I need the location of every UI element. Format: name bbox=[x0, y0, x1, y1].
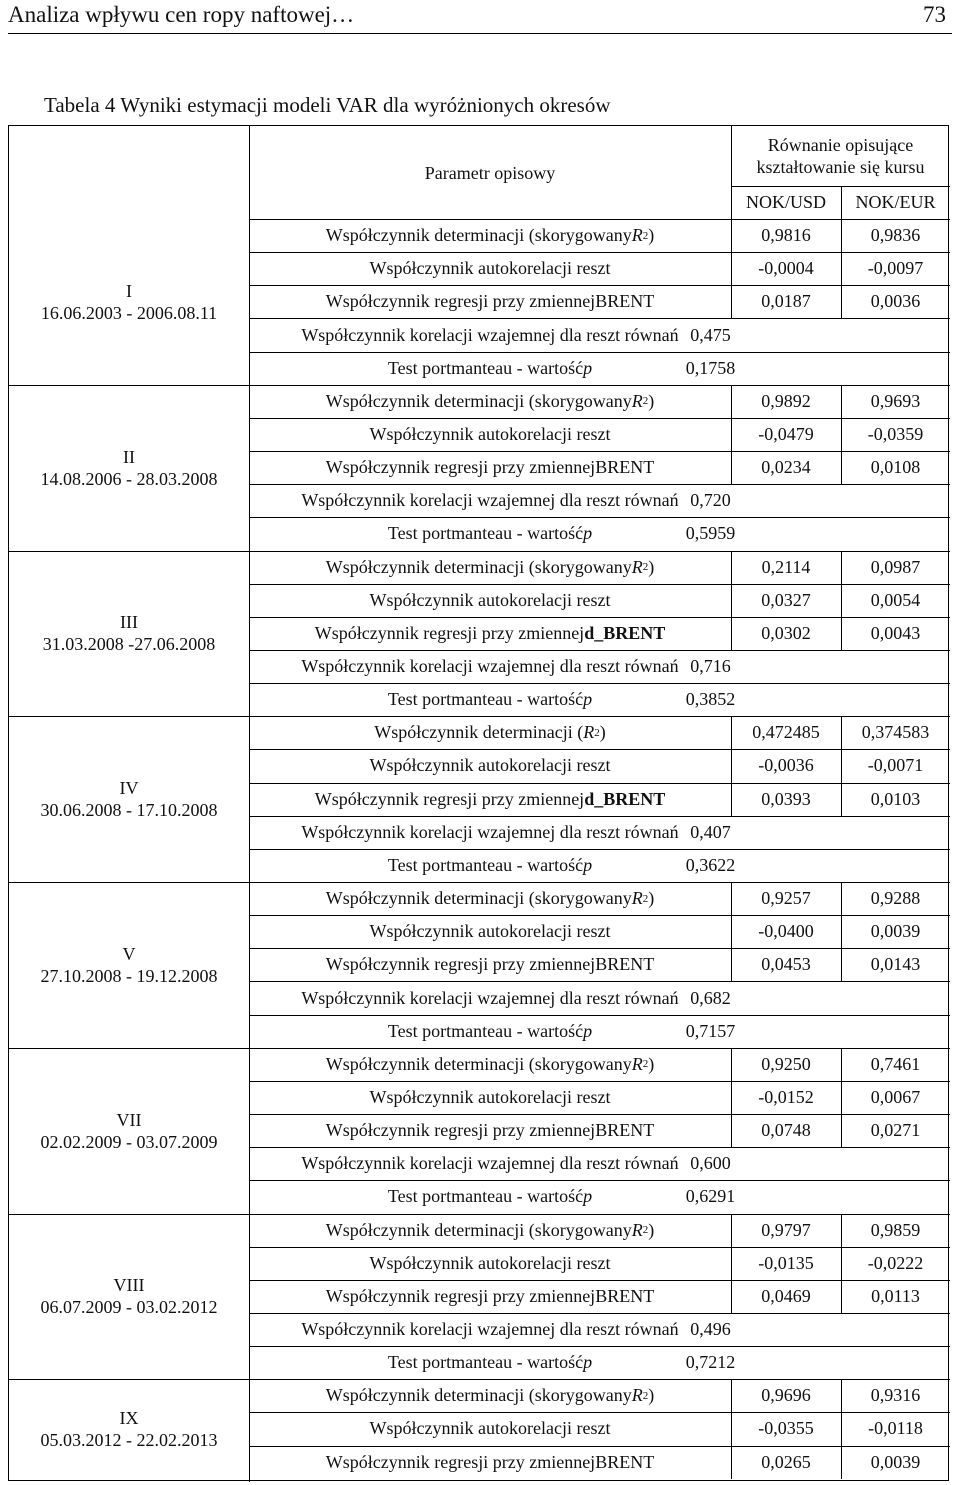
divider-col-eur bbox=[841, 617, 842, 650]
period-label bbox=[9, 882, 249, 1048]
label-p: p bbox=[583, 689, 593, 710]
label-text: Współczynnik autokorelacji reszt bbox=[369, 423, 611, 444]
table-row bbox=[249, 716, 950, 749]
value-nok-usd: 0,9696 bbox=[761, 1385, 811, 1406]
label-variable: d_BRENT bbox=[584, 622, 666, 643]
divider-col-usd bbox=[731, 1114, 732, 1147]
divider-col-eur bbox=[841, 385, 842, 418]
value-nok-eur: 0,0067 bbox=[870, 1086, 921, 1107]
value-merged: 0,1758 bbox=[685, 357, 736, 378]
value-merged: 0,475 bbox=[690, 324, 731, 345]
label-text: Współczynnik autokorelacji reszt bbox=[369, 1418, 611, 1439]
table-row bbox=[249, 1247, 950, 1280]
value-nok-usd: 0,0327 bbox=[761, 589, 811, 610]
divider-col-usd bbox=[731, 385, 732, 418]
label-text: Współczynnik regresji przy zmiennej bbox=[325, 291, 596, 312]
value-nok-usd: 0,9816 bbox=[761, 225, 811, 246]
divider-col-usd bbox=[731, 1446, 732, 1479]
value-nok-eur: 0,9859 bbox=[870, 1219, 921, 1240]
label-text: Współczynnik korelacji wzajemnej dla reszt równań bbox=[301, 821, 679, 842]
divider-col-eur bbox=[841, 551, 842, 584]
value-merged: 0,716 bbox=[690, 656, 731, 676]
param-label bbox=[249, 1081, 731, 1114]
param-label bbox=[249, 1247, 731, 1280]
table-row bbox=[249, 1015, 950, 1048]
label-text: Współczynnik determinacji (skorygowany bbox=[325, 390, 632, 411]
label-close: ) bbox=[648, 225, 655, 246]
value-nok-eur: 0,0054 bbox=[870, 589, 921, 610]
table-row bbox=[249, 683, 950, 716]
label-text: Test portmanteau - wartość bbox=[387, 357, 584, 378]
label-text: Współczynnik korelacji wzajemnej dla reszt równań bbox=[301, 490, 679, 511]
value-nok-eur: 0,9316 bbox=[870, 1385, 921, 1406]
value-nok-eur: 0,9288 bbox=[870, 888, 921, 909]
label-variable: BRENT bbox=[595, 1285, 655, 1306]
label-text: Test portmanteau - wartość bbox=[387, 523, 584, 544]
label-text: Test portmanteau - wartość bbox=[387, 1186, 584, 1207]
period-roman: VII bbox=[116, 1109, 142, 1130]
divider-col-eur bbox=[841, 915, 842, 948]
param-label: Współczynnik determinacji (skorygowany R 2 ) bbox=[325, 1053, 655, 1074]
table-row bbox=[249, 1412, 950, 1445]
divider-col-eur bbox=[841, 584, 842, 617]
divider-col-eur bbox=[841, 1114, 842, 1147]
value-nok-eur: 0,0039 bbox=[870, 921, 921, 942]
value-nok-eur: -0,0222 bbox=[867, 1252, 924, 1273]
value-nok-eur: -0,0071 bbox=[867, 755, 924, 776]
period-dates: 27.10.2008 - 19.12.2008 bbox=[40, 965, 218, 986]
param-label bbox=[249, 1280, 731, 1313]
value-nok-eur: 0,0039 bbox=[870, 1451, 921, 1472]
divider-col-eur bbox=[841, 219, 842, 252]
label-r: R bbox=[631, 556, 643, 577]
divider-col-eur bbox=[841, 1048, 842, 1081]
period-label bbox=[9, 1214, 249, 1380]
divider-col-eur bbox=[841, 1280, 842, 1313]
divider-col-usd bbox=[731, 418, 732, 451]
label-text: Test portmanteau - wartość bbox=[387, 1020, 584, 1041]
param-label: Współczynnik determinacji (skorygowany R 2 ) bbox=[325, 888, 655, 909]
param-header-label: Parametr opisowy bbox=[424, 162, 556, 183]
value-nok-eur: 0,9693 bbox=[870, 390, 921, 411]
label-text: Współczynnik regresji przy zmiennej bbox=[325, 1285, 596, 1306]
value-nok-usd: 0,0453 bbox=[761, 954, 811, 975]
divider-col-usd bbox=[731, 1412, 732, 1445]
param-label: Współczynnik determinacji (skorygowany R 2 ) bbox=[325, 390, 655, 411]
label-text: Współczynnik determinacji (skorygowany bbox=[325, 225, 632, 246]
label-text: Współczynnik regresji przy zmiennej bbox=[325, 954, 596, 975]
period-label bbox=[9, 385, 249, 551]
value-nok-usd: 0,0469 bbox=[761, 1285, 811, 1306]
value-nok-eur: 0,0143 bbox=[870, 954, 921, 975]
value-nok-eur: 0,0036 bbox=[870, 291, 921, 312]
table-row bbox=[249, 981, 950, 1014]
divider-col-eur bbox=[841, 1247, 842, 1280]
divider-col-eur bbox=[841, 1214, 842, 1247]
label-close: ) bbox=[648, 556, 655, 577]
divider-header-cols bbox=[841, 186, 842, 219]
divider-col-eur bbox=[841, 1379, 842, 1412]
value-nok-eur: 0,0271 bbox=[870, 1120, 921, 1141]
table-row bbox=[249, 849, 950, 882]
value-nok-usd: 0,0302 bbox=[761, 622, 811, 643]
label-text: Współczynnik autokorelacji reszt bbox=[369, 589, 611, 610]
table-row bbox=[249, 1214, 950, 1247]
label-text: Współczynnik autokorelacji reszt bbox=[369, 1086, 611, 1107]
value-nok-eur: -0,0359 bbox=[867, 423, 924, 444]
period-dates: 31.03.2008 -27.06.2008 bbox=[42, 634, 216, 655]
table-row bbox=[249, 1446, 950, 1479]
label-r: R bbox=[631, 390, 643, 411]
label-text: Współczynnik regresji przy zmiennej bbox=[325, 1120, 596, 1141]
label-text: Test portmanteau - wartość bbox=[387, 689, 584, 710]
label-text: Test portmanteau - wartość bbox=[387, 854, 584, 875]
label-p: p bbox=[583, 357, 593, 378]
value-nok-eur: 0,0108 bbox=[870, 457, 921, 478]
param-label bbox=[249, 252, 731, 285]
divider-col-eur bbox=[841, 252, 842, 285]
divider-col-usd bbox=[731, 219, 732, 252]
divider-col-usd bbox=[731, 1048, 732, 1081]
divider-col-usd bbox=[731, 252, 732, 285]
divider-col-usd bbox=[731, 1081, 732, 1114]
label-close: ) bbox=[599, 722, 606, 743]
running-header bbox=[8, 0, 952, 34]
table-row bbox=[249, 285, 950, 318]
param-header bbox=[249, 126, 731, 219]
table-row bbox=[249, 451, 950, 484]
table-row bbox=[249, 948, 950, 981]
table-row bbox=[249, 1081, 950, 1114]
label-variable: BRENT bbox=[595, 457, 655, 478]
label-close: ) bbox=[648, 1053, 655, 1074]
label-close: ) bbox=[648, 1385, 655, 1406]
param-label bbox=[249, 783, 731, 816]
divider-col-usd bbox=[731, 451, 732, 484]
param-label bbox=[249, 948, 731, 981]
period-dates: 02.02.2009 - 03.07.2009 bbox=[40, 1131, 218, 1152]
value-nok-eur: 0,0987 bbox=[870, 556, 921, 577]
table-row bbox=[249, 551, 950, 584]
table-row bbox=[249, 783, 950, 816]
divider-col-usd bbox=[731, 1247, 732, 1280]
value-nok-eur: -0,0118 bbox=[868, 1418, 923, 1439]
period-dates: 14.08.2006 - 28.03.2008 bbox=[40, 468, 218, 489]
label-close: ) bbox=[648, 888, 655, 909]
value-merged: 0,7212 bbox=[685, 1352, 736, 1373]
label-text: Współczynnik determinacji (skorygowany bbox=[325, 1385, 632, 1406]
label-text: Współczynnik regresji przy zmiennej bbox=[325, 1451, 596, 1472]
value-merged: 0,682 bbox=[690, 987, 731, 1008]
table-row bbox=[249, 915, 950, 948]
table-row bbox=[249, 749, 950, 782]
value-nok-usd: 0,0187 bbox=[761, 291, 811, 312]
label-variable: BRENT bbox=[595, 291, 655, 312]
table-row bbox=[249, 584, 950, 617]
value-nok-usd: 0,9257 bbox=[761, 888, 811, 909]
value-nok-usd: -0,0036 bbox=[758, 755, 814, 776]
table-row bbox=[249, 1048, 950, 1081]
divider-col-eur bbox=[841, 451, 842, 484]
period-roman: V bbox=[122, 943, 136, 964]
divider-col-eur bbox=[841, 418, 842, 451]
label-text: Współczynnik korelacji wzajemnej dla reszt równań bbox=[301, 324, 679, 345]
divider-header-eq bbox=[731, 126, 732, 219]
value-nok-usd: -0,0004 bbox=[758, 258, 814, 279]
value-nok-usd: 0,0265 bbox=[761, 1451, 811, 1472]
period-label bbox=[9, 1048, 249, 1214]
label-text: Współczynnik determinacji ( bbox=[374, 722, 584, 743]
equation-header-line2: kształtowanie się kursu bbox=[756, 157, 925, 177]
period-label bbox=[9, 551, 249, 717]
value-nok-eur: 0,0043 bbox=[870, 622, 921, 643]
table-row bbox=[249, 484, 950, 517]
divider-col-usd bbox=[731, 1214, 732, 1247]
label-text: Współczynnik korelacji wzajemnej dla reszt równań bbox=[301, 987, 679, 1008]
label-r: R bbox=[631, 888, 643, 909]
period-roman: VIII bbox=[113, 1275, 145, 1296]
divider-col-eur bbox=[841, 1081, 842, 1114]
label-text: Współczynnik autokorelacji reszt bbox=[369, 755, 611, 776]
label-text: Współczynnik korelacji wzajemnej dla reszt równań bbox=[301, 1319, 679, 1339]
label-r: R bbox=[583, 722, 595, 743]
divider-col-usd bbox=[731, 584, 732, 617]
table-row bbox=[249, 318, 950, 351]
param-label bbox=[249, 1446, 731, 1479]
table-row bbox=[249, 816, 950, 849]
period-dates: 05.03.2012 - 22.02.2013 bbox=[40, 1429, 218, 1450]
value-nok-eur: 0,374583 bbox=[861, 722, 930, 743]
divider-col-usd bbox=[731, 783, 732, 816]
param-label bbox=[249, 1114, 731, 1147]
param-label bbox=[249, 584, 731, 617]
value-nok-eur: 0,9836 bbox=[870, 225, 921, 246]
value-nok-usd: -0,0152 bbox=[758, 1086, 814, 1107]
label-text: Współczynnik determinacji (skorygowany bbox=[325, 1053, 632, 1074]
param-label: Współczynnik determinacji ( R 2 ) bbox=[374, 722, 606, 743]
period-roman: II bbox=[123, 446, 135, 467]
value-nok-eur: 0,7461 bbox=[870, 1053, 921, 1074]
label-text: Współczynnik regresji przy zmiennej bbox=[325, 457, 596, 478]
value-merged: 0,720 bbox=[690, 490, 731, 511]
label-text: Współczynnik determinacji (skorygowany bbox=[325, 1219, 632, 1240]
value-nok-usd: 0,472485 bbox=[752, 722, 820, 743]
value-nok-eur: 0,0113 bbox=[871, 1285, 920, 1306]
value-nok-eur: -0,0097 bbox=[867, 258, 924, 279]
label-variable: BRENT bbox=[595, 1451, 655, 1472]
label-p: p bbox=[583, 523, 593, 544]
table-row bbox=[249, 252, 950, 285]
value-nok-usd: 0,2114 bbox=[761, 556, 811, 577]
divider-col-eur bbox=[841, 948, 842, 981]
equation-header-line1: Równanie opisujące bbox=[767, 135, 914, 155]
page-number: 73 bbox=[923, 2, 946, 27]
label-r: R bbox=[631, 1385, 643, 1406]
label-r: R bbox=[631, 1053, 643, 1074]
divider-col-usd bbox=[731, 948, 732, 981]
value-nok-eur: 0,0103 bbox=[870, 788, 921, 809]
period-roman: I bbox=[126, 280, 132, 301]
label-p: p bbox=[583, 1020, 593, 1041]
divider-col-eur bbox=[841, 882, 842, 915]
label-text: Współczynnik korelacji wzajemnej dla reszt równań bbox=[301, 1153, 679, 1174]
period-roman: III bbox=[120, 612, 138, 633]
label-text: Współczynnik determinacji (skorygowany bbox=[325, 888, 632, 909]
value-merged: 0,3622 bbox=[685, 854, 736, 875]
param-label bbox=[249, 749, 731, 782]
value-nok-usd: 0,0234 bbox=[761, 457, 811, 478]
divider-col-eur bbox=[841, 1446, 842, 1479]
table-row bbox=[249, 650, 950, 683]
param-label bbox=[249, 418, 731, 451]
divider-col-usd bbox=[731, 882, 732, 915]
label-p: p bbox=[583, 854, 593, 875]
value-nok-usd: -0,0355 bbox=[758, 1418, 814, 1439]
label-text: Współczynnik regresji przy zmiennej bbox=[314, 622, 585, 643]
value-merged: 0,3852 bbox=[685, 689, 736, 710]
period-roman: IX bbox=[119, 1407, 139, 1428]
value-nok-usd: 0,0748 bbox=[761, 1120, 811, 1141]
param-label: Współczynnik determinacji (skorygowany R 2 ) bbox=[325, 556, 655, 577]
divider-col-eur bbox=[841, 1412, 842, 1445]
table-row bbox=[249, 882, 950, 915]
value-merged: 0,496 bbox=[690, 1319, 731, 1339]
divider-col-usd bbox=[731, 285, 732, 318]
value-nok-usd: -0,0400 bbox=[758, 921, 814, 942]
table-row bbox=[249, 617, 950, 650]
table-row bbox=[249, 1313, 950, 1346]
value-merged: 0,407 bbox=[690, 821, 731, 842]
table-row bbox=[249, 418, 950, 451]
label-p: p bbox=[583, 1352, 593, 1373]
divider-col-usd bbox=[731, 617, 732, 650]
label-text: Współczynnik autokorelacji reszt bbox=[369, 258, 611, 279]
label-text: Współczynnik determinacji (skorygowany bbox=[325, 556, 632, 577]
label-text: Współczynnik autokorelacji reszt bbox=[369, 921, 611, 942]
table-row bbox=[249, 219, 950, 252]
running-title: Analiza wpływu cen ropy naftowej… bbox=[8, 2, 355, 27]
divider-col-eur bbox=[841, 783, 842, 816]
value-nok-usd: -0,0135 bbox=[758, 1252, 814, 1273]
table-row bbox=[249, 1280, 950, 1313]
label-variable: BRENT bbox=[595, 954, 655, 975]
divider-col-usd bbox=[731, 915, 732, 948]
value-nok-usd: -0,0479 bbox=[758, 423, 814, 444]
divider-col-usd bbox=[731, 1280, 732, 1313]
param-label bbox=[249, 915, 731, 948]
col-nok-eur-header: NOK/EUR bbox=[855, 192, 936, 212]
period-label bbox=[9, 1379, 249, 1478]
value-nok-usd: 0,9797 bbox=[761, 1219, 811, 1240]
param-label: Współczynnik determinacji (skorygowany R 2 ) bbox=[325, 1219, 655, 1240]
value-nok-usd: 0,0393 bbox=[761, 788, 811, 809]
label-text: Test portmanteau - wartość bbox=[387, 1352, 584, 1373]
divider-col-usd bbox=[731, 551, 732, 584]
period-roman: IV bbox=[119, 778, 139, 799]
value-nok-usd: 0,9892 bbox=[761, 390, 811, 411]
label-text: Współczynnik korelacji wzajemnej dla reszt równań bbox=[301, 656, 679, 676]
label-p: p bbox=[583, 1186, 593, 1207]
param-label bbox=[249, 451, 731, 484]
param-label bbox=[249, 1412, 731, 1445]
label-text: Współczynnik regresji przy zmiennej bbox=[314, 788, 585, 809]
divider-col-usd bbox=[731, 749, 732, 782]
period-label bbox=[9, 219, 249, 385]
label-r: R bbox=[631, 225, 643, 246]
value-merged: 0,6291 bbox=[685, 1186, 736, 1207]
label-close: ) bbox=[648, 1219, 655, 1240]
label-r: R bbox=[631, 1219, 643, 1240]
table-row bbox=[249, 1114, 950, 1147]
table-row bbox=[249, 1147, 950, 1180]
param-label bbox=[249, 617, 731, 650]
divider-col-eur bbox=[841, 716, 842, 749]
period-dates: 16.06.2003 - 2006.08.11 bbox=[40, 302, 218, 323]
table-row bbox=[249, 1346, 950, 1379]
value-nok-usd: 0,9250 bbox=[761, 1053, 811, 1074]
label-close: ) bbox=[648, 390, 655, 411]
value-merged: 0,600 bbox=[690, 1153, 731, 1174]
divider-col-usd bbox=[731, 1379, 732, 1412]
table-row bbox=[249, 1379, 950, 1412]
param-label: Współczynnik determinacji (skorygowany R 2 ) bbox=[325, 225, 655, 246]
table-row bbox=[249, 352, 950, 385]
table-caption: Tabela 4 Wyniki estymacji modeli VAR dla wyróżnionych okresów bbox=[44, 93, 611, 117]
results-table bbox=[8, 125, 949, 1481]
param-label bbox=[249, 285, 731, 318]
table-row bbox=[249, 1180, 950, 1213]
equation-header bbox=[731, 126, 950, 186]
label-variable: BRENT bbox=[595, 1120, 655, 1141]
value-merged: 0,7157 bbox=[685, 1020, 736, 1041]
label-text: Współczynnik autokorelacji reszt bbox=[369, 1252, 611, 1273]
divider-col-eur bbox=[841, 285, 842, 318]
period-label bbox=[9, 716, 249, 882]
param-label: Współczynnik determinacji (skorygowany R 2 ) bbox=[325, 1385, 655, 1406]
label-variable: d_BRENT bbox=[584, 788, 666, 809]
divider-header-sub bbox=[731, 186, 950, 187]
divider-col-eur bbox=[841, 749, 842, 782]
period-dates: 30.06.2008 - 17.10.2008 bbox=[40, 800, 218, 821]
period-dates: 06.07.2009 - 03.02.2012 bbox=[40, 1297, 218, 1318]
table-row bbox=[249, 385, 950, 418]
divider-col-usd bbox=[731, 716, 732, 749]
value-merged: 0,5959 bbox=[685, 523, 736, 544]
table-row bbox=[249, 517, 950, 550]
col-nok-usd-header: NOK/USD bbox=[745, 192, 826, 212]
